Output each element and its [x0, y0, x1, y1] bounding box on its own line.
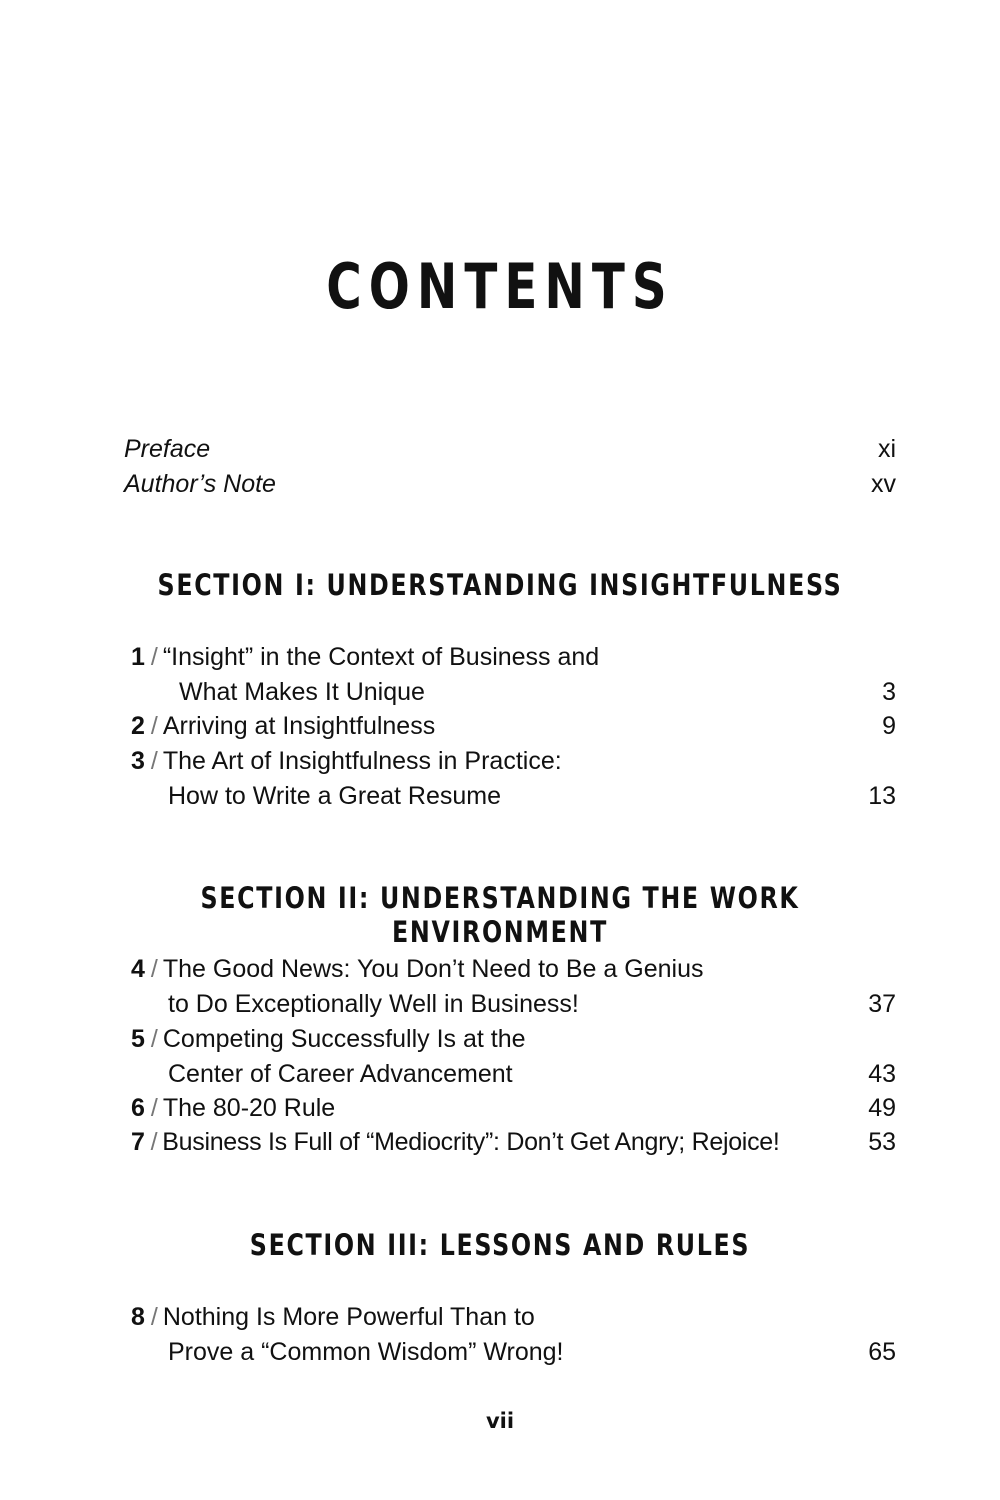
chapter-separator: /	[150, 712, 158, 740]
section-heading-1: SECTION I: UNDERSTANDING INSIGHTFULNESS	[157, 568, 843, 602]
chapter-separator: /	[150, 1025, 158, 1053]
chapter-5-title-line2: Center of Career Advancement	[168, 1060, 513, 1088]
chapter-number: 5	[131, 1025, 145, 1053]
chapter-4-title	[131, 954, 703, 984]
chapter-2-page: 9	[882, 712, 896, 740]
chapter-separator: /	[150, 747, 158, 775]
chapter-separator: /	[150, 955, 158, 983]
chapter-title-line1: Nothing Is More Powerful Than to	[162, 1303, 535, 1331]
chapter-7-page: 53	[868, 1128, 896, 1156]
chapter-title-line1: Business Is Full of “Mediocrity”: Don’t Get Angry; Rejoice!	[162, 1128, 780, 1156]
chapter-number: 6	[131, 1094, 145, 1122]
front-matter-label-preface: Preface	[124, 435, 211, 463]
front-matter-page-authors-note: xv	[871, 470, 896, 498]
chapter-title-line1: Arriving at Insightfulness	[162, 712, 436, 740]
chapter-number: 7	[131, 1128, 145, 1156]
chapter-8-page: 65	[868, 1338, 896, 1366]
chapter-title-line1: Competing Successfully Is at the	[162, 1025, 526, 1053]
chapter-3-page: 13	[868, 782, 896, 810]
chapter-title-line1: The Art of Insightfulness in Practice:	[162, 747, 562, 775]
chapter-7-title	[131, 1127, 780, 1157]
chapter-separator: /	[150, 1094, 158, 1122]
chapter-separator: /	[150, 1303, 158, 1331]
chapter-2-title	[131, 711, 435, 741]
chapter-number: 3	[131, 747, 145, 775]
chapter-title-line1: The Good News: You Don’t Need to Be a Genius	[162, 955, 704, 983]
chapter-4-title-line2: to Do Exceptionally Well in Business!	[168, 990, 579, 1018]
chapter-1-title-line2: What Makes It Unique	[179, 678, 425, 706]
chapter-separator: /	[150, 643, 158, 671]
page-title: CONTENTS	[326, 250, 674, 323]
chapter-1-page: 3	[882, 678, 896, 706]
chapter-8-title	[131, 1302, 535, 1332]
chapter-title-line1: The 80-20 Rule	[162, 1094, 336, 1122]
chapter-3-title	[131, 746, 562, 776]
section-heading-2: SECTION II: UNDERSTANDING THE WORK ENVIRONMENT	[200, 881, 800, 949]
chapter-4-page: 37	[868, 990, 896, 1018]
chapter-6-page: 49	[868, 1094, 896, 1122]
chapter-5-page: 43	[868, 1060, 896, 1088]
chapter-6-title	[131, 1093, 335, 1123]
page-folio: vii	[485, 1409, 515, 1433]
front-matter-label-authors-note: Author’s Note	[124, 470, 276, 498]
chapter-separator: /	[150, 1128, 158, 1156]
section-heading-3: SECTION III: LESSONS AND RULES	[249, 1228, 751, 1262]
chapter-8-title-line2: Prove a “Common Wisdom” Wrong!	[168, 1338, 564, 1366]
chapter-number: 4	[131, 955, 145, 983]
chapter-number: 8	[131, 1303, 145, 1331]
chapter-number: 2	[131, 712, 145, 740]
chapter-number: 1	[131, 643, 145, 671]
chapter-title-line1: “Insight” in the Context of Business and	[162, 643, 600, 671]
front-matter-page-preface: xi	[877, 435, 896, 463]
chapter-3-title-line2: How to Write a Great Resume	[168, 782, 501, 810]
chapter-5-title	[131, 1024, 526, 1054]
chapter-1-title	[131, 642, 599, 672]
